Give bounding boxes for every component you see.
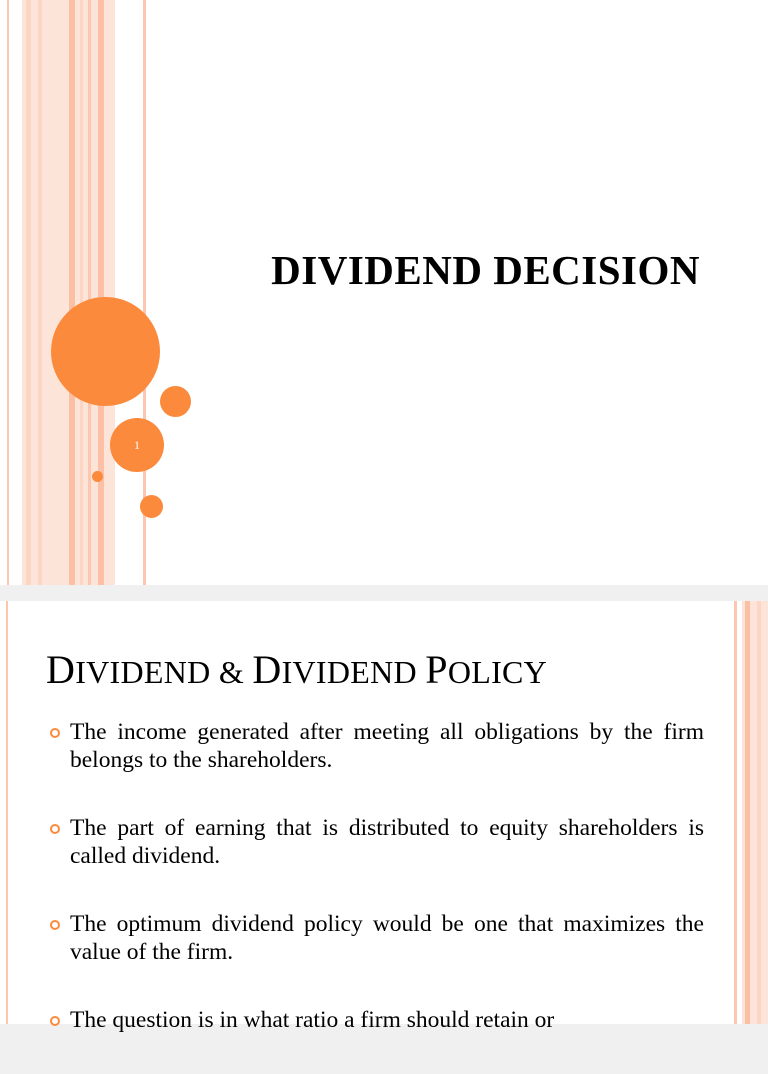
bullet-text: The income generated after meeting all obligations by the firm belongs to the shareholders. — [70, 719, 704, 773]
heading-cap-1: D — [46, 647, 76, 692]
bullet-item — [46, 718, 704, 774]
heading-rest-2: IVIDEND — [281, 654, 426, 690]
bullet-item — [46, 1006, 704, 1034]
bullet-circle-icon — [50, 728, 60, 738]
tiny-circle-decoration — [92, 471, 103, 482]
heading-rest-3: OLICY — [447, 654, 548, 690]
heading-rest-1: IVIDEND & — [75, 654, 253, 690]
small-circle-decoration — [160, 386, 191, 417]
section-heading — [46, 646, 547, 693]
bullet-list — [46, 718, 704, 1074]
slide-title: DIVIDEND DECISION — [271, 247, 700, 293]
bullet-text: The part of earning that is distributed to equity shareholders is called dividend. — [70, 815, 704, 869]
small-circle-decoration-bottom — [140, 495, 163, 518]
bullet-text: The optimum dividend policy would be one that maximizes the value of the firm. — [70, 911, 704, 965]
bullet-item — [46, 910, 704, 966]
bullet-circle-icon — [50, 824, 60, 834]
bullet-circle-icon — [50, 920, 60, 930]
heading-cap-2: D — [252, 647, 282, 692]
page-number: 1 — [134, 437, 140, 452]
bullet-item — [46, 814, 704, 870]
heading-cap-3: P — [425, 647, 448, 692]
large-circle-decoration — [51, 297, 160, 406]
bullet-text: The question is in what ratio a firm should retain or — [70, 1007, 555, 1033]
bullet-circle-icon — [50, 1016, 60, 1026]
